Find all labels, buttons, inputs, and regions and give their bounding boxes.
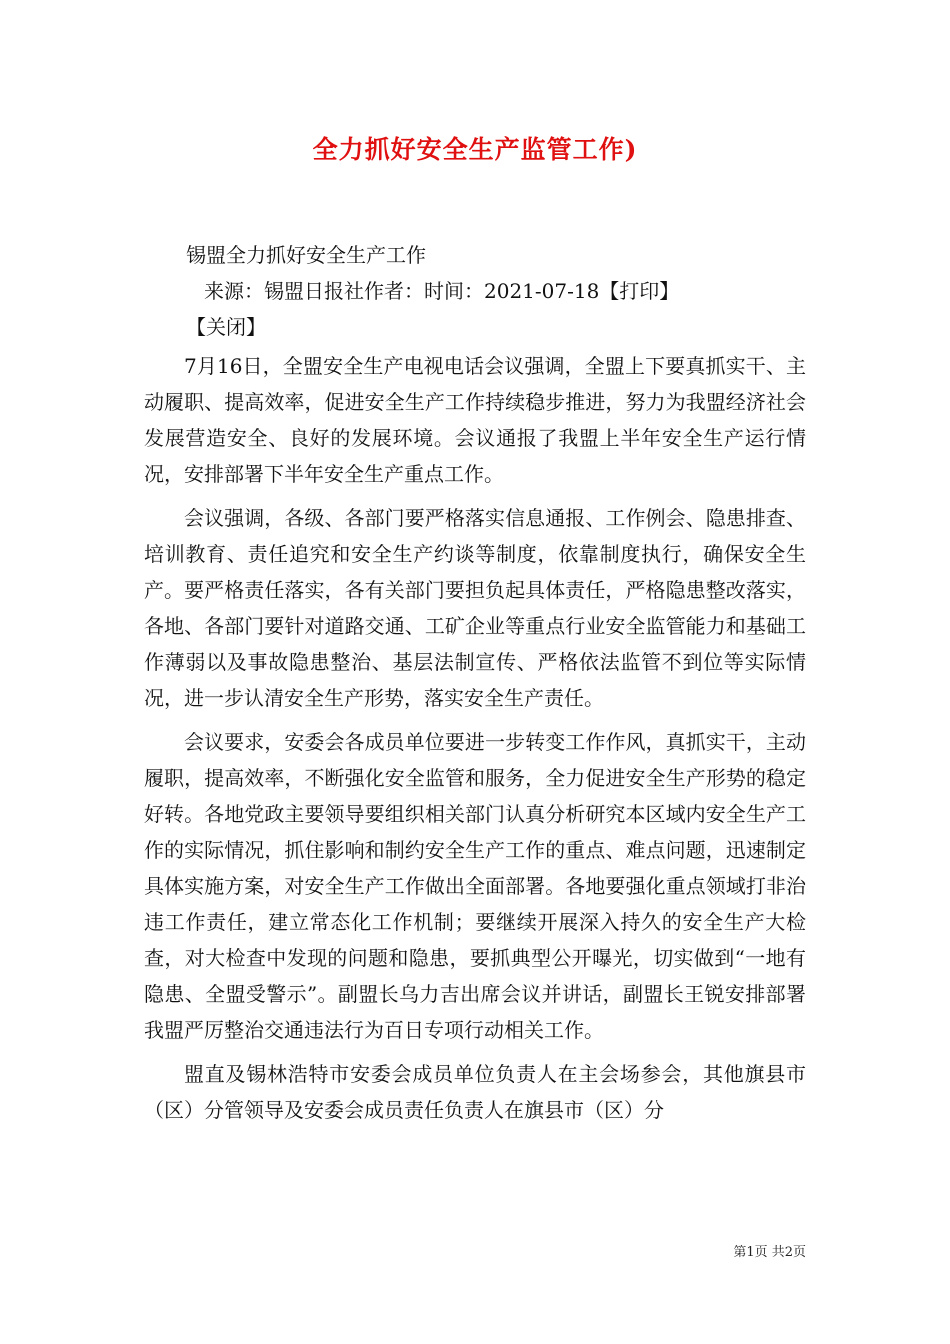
paragraph: 7月16日，全盟安全生产电视电话会议强调，全盟上下要真抓实干、主动履职、提高效率，促进安全生产工作持续稳步推进，努力为我盟经济社会发展营造安全、良好的发展环境。会议通报了我盟上半年安全生产运行情况，安排部署下半年安全生产重点工作。 <box>144 354 806 486</box>
page-number: 第1页 共2页 <box>733 1245 806 1260</box>
document-title: 全力抓好安全生产监管工作) <box>312 135 638 164</box>
article-meta-line: 来源：锡盟日报社作者：时间：2021-07-18【打印】 <box>204 279 680 303</box>
paragraph: 盟直及锡林浩特市安委会成员单位负责人在主会场参会，其他旗县市（区）分管领导及安委会成员责任负责人在旗县市（区）分 <box>144 1062 806 1122</box>
article-subtitle: 锡盟全力抓好安全生产工作 <box>186 243 426 267</box>
paragraph: 会议强调，各级、各部门要严格落实信息通报、工作例会、隐患排查、培训教育、责任追究和安全生产约谈等制度，依靠制度执行，确保安全生产。要严格责任落实，各有关部门要担负起具体责任，严格隐患整改落实，各地、各部门要针对道路交通、工矿企业等重点行业安全监管能力和基础工作薄弱以及事故隐患整治、基层法制宣传、严格依法监管不到位等实际情况，进一步认清安全生产形势，落实安全生产责任。 <box>144 506 806 710</box>
paragraph: 会议要求，安委会各成员单位要进一步转变工作作风，真抓实干，主动履职，提高效率，不断强化安全监管和服务，全力促进安全生产形势的稳定好转。各地党政主要领导要组织相关部门认真分析研究本区域内安全生产工作的实际情况，抓住影响和制约安全生产工作的重点、难点问题，迅速制定具体实施方案，对安全生产工作做出全面部署。各地要强化重点领域打非治违工作责任，建立常态化工作机制；要继续开展深入持久的安全生产大检查，对大检查中发现的问题和隐患，要抓典型公开曝光，切实做到“一地有隐患、全盟受警示”。副盟长乌力吉出席会议并讲话，副盟长王锐安排部署我盟严厉整治交通违法行为百日专项行动相关工作。 <box>144 730 806 1042</box>
article-body <box>144 348 806 1136</box>
close-link[interactable]: 【关闭】 <box>186 315 266 339</box>
